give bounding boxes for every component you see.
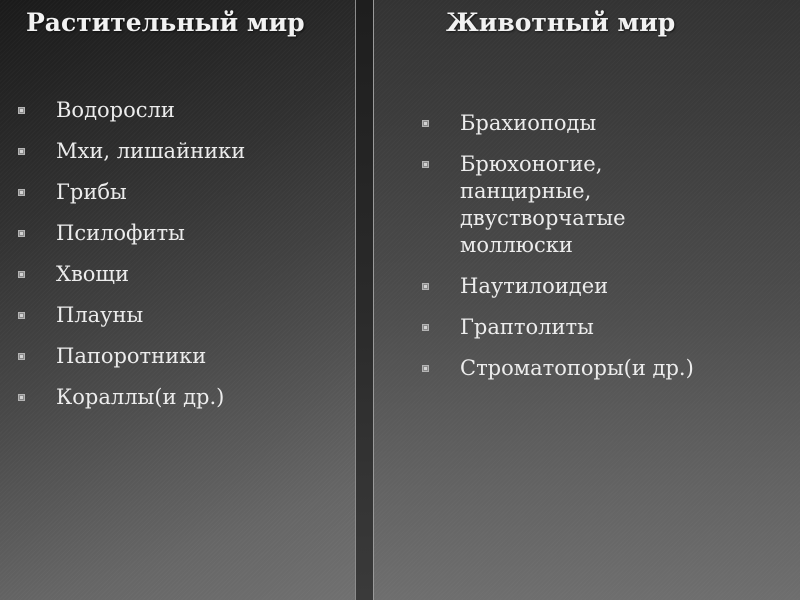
square-bullet-icon	[422, 365, 429, 372]
list-item-label: Мхи, лишайники	[56, 139, 246, 163]
list-item-label-line: Брюхоногие,	[460, 152, 603, 176]
list-item	[18, 343, 245, 384]
list-item	[422, 110, 694, 137]
list-item-label-line: моллюски	[460, 233, 573, 257]
plant-world-column	[0, 0, 356, 600]
list-item	[18, 97, 245, 138]
list-item-label: Плауны	[56, 303, 144, 327]
list-item-label: Наутилоидеи	[460, 274, 609, 298]
list-item	[18, 384, 245, 425]
square-bullet-icon	[18, 107, 25, 114]
square-bullet-icon	[18, 312, 25, 319]
list-item-label-line: панцирные,	[460, 179, 592, 203]
list-item	[18, 138, 245, 179]
square-bullet-icon	[422, 120, 429, 127]
square-bullet-icon	[18, 353, 25, 360]
square-bullet-icon	[18, 189, 25, 196]
square-bullet-icon	[18, 271, 25, 278]
column-divider	[356, 0, 374, 600]
list-item-label: Хвощи	[56, 262, 129, 286]
list-item	[18, 261, 245, 302]
list-item-label-line: двустворчатые	[460, 206, 626, 230]
list-item	[422, 355, 694, 382]
square-bullet-icon	[422, 283, 429, 290]
animal-world-heading: Животный мир	[446, 8, 676, 37]
list-item	[422, 314, 694, 341]
list-item	[18, 220, 245, 261]
list-item	[422, 151, 694, 259]
animal-world-column	[374, 0, 800, 600]
list-item-label: Псилофиты	[56, 221, 185, 245]
square-bullet-icon	[18, 230, 25, 237]
list-item-label: Граптолиты	[460, 315, 594, 339]
list-item	[18, 179, 245, 220]
square-bullet-icon	[18, 148, 25, 155]
list-item	[18, 302, 245, 343]
square-bullet-icon	[422, 324, 429, 331]
plant-world-list	[18, 97, 245, 425]
plant-world-heading: Растительный мир	[26, 8, 305, 37]
animal-world-list	[422, 110, 694, 396]
list-item-label: Водоросли	[56, 98, 175, 122]
list-item-label: Кораллы(и др.)	[56, 385, 225, 409]
list-item-label: Папоротники	[56, 344, 207, 368]
list-item	[422, 273, 694, 300]
list-item-label: Грибы	[56, 180, 127, 204]
square-bullet-icon	[422, 161, 429, 168]
list-item-label: Брахиоподы	[460, 111, 597, 135]
list-item-label: Строматопоры(и др.)	[460, 356, 694, 380]
square-bullet-icon	[18, 394, 25, 401]
